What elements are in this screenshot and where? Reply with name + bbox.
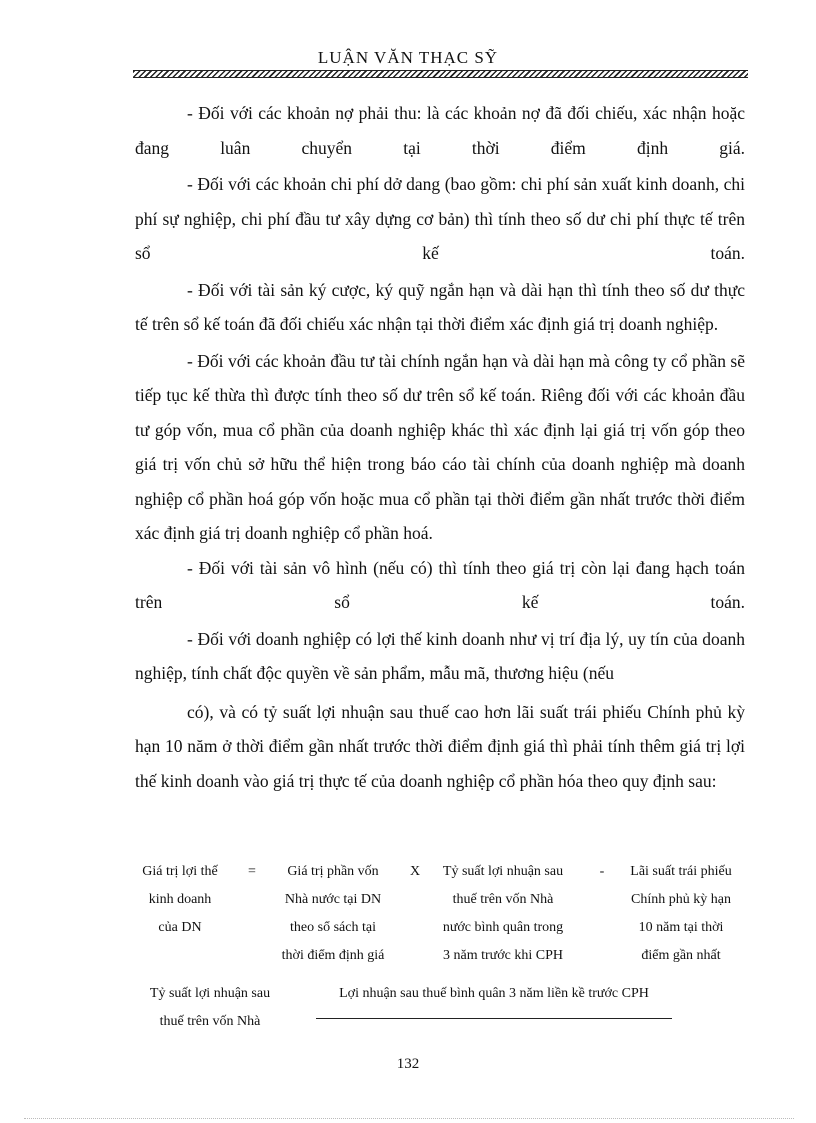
formula-text: kinh doanh xyxy=(148,892,212,907)
paragraph-work-in-progress: - Đối với các khoản chi phí dở dang (bao gồm: chi phí sản xuất kinh doanh, chi phí sự nghiệp, chi phí đầu tư xây dựng cơ bản) thì tính theo số dư chi phí thực tế trên sổ kế toán. xyxy=(135,174,745,263)
paragraph-business-advantage: - Đối với doanh nghiệp có lợi thế kinh doanh như vị trí địa lý, uy tín của doanh nghiệp, tính chất độc quyền về sản phẩm, mẫu mã, thương hiệu (nếu xyxy=(135,628,745,683)
formula-text: 10 năm tại thời xyxy=(638,920,724,935)
formula-text: thuế trên vốn Nhà xyxy=(159,1014,261,1029)
formula-text: theo sổ sách tại xyxy=(290,920,376,935)
formula-text: nước bình quân trong xyxy=(442,920,564,935)
formula-term-bond-rate xyxy=(612,858,750,970)
formula-text: của DN xyxy=(158,920,202,935)
formula-text: Nhà nước tại DN xyxy=(284,892,382,907)
formula-text: thời điểm định giá xyxy=(281,948,385,963)
formula-text: Giá trị lợi thế xyxy=(142,864,218,879)
fraction-line xyxy=(316,1018,672,1019)
formula-minus-sign: - xyxy=(599,864,605,879)
formula-text: Giá trị phần vốn xyxy=(287,864,379,879)
formula-text: Tỷ suất lợi nhuận sau xyxy=(149,986,271,1001)
page-number: 132 xyxy=(396,1056,420,1072)
formula-text: Lãi suất trái phiếu xyxy=(630,864,732,879)
formula-term-profit-rate-label xyxy=(130,980,290,1036)
formula-equals-sign: = xyxy=(248,864,256,879)
formula-text: Chính phủ kỳ hạn xyxy=(631,892,731,907)
page-header-title: LUẬN VĂN THẠC SỸ xyxy=(317,48,499,67)
body-text xyxy=(135,96,745,798)
formula-numerator: Lợi nhuận sau thuế bình quân 3 năm liền kề trước CPH xyxy=(339,986,649,1001)
formula-text: điểm gần nhất xyxy=(641,948,721,963)
formula-term-advantage-value xyxy=(130,858,230,942)
formula-text: 3 năm trước khi CPH xyxy=(443,948,563,963)
formula-text: Tỷ suất lợi nhuận sau xyxy=(442,864,564,879)
paragraph-receivables: - Đối với các khoản nợ phải thu: là các khoản nợ đã đối chiếu, xác nhận hoặc đang luân chuyển tại thời điểm định giá. xyxy=(135,103,745,158)
paragraph-intangible-assets: - Đối với tài sản vô hình (nếu có) thì tính theo giá trị còn lại đang hạch toán trên sổ kế toán. xyxy=(135,557,745,612)
formula-multiply-sign: X xyxy=(409,864,421,879)
formula-text: thuế trên vốn Nhà xyxy=(452,892,554,907)
paragraph-business-advantage-cont: có), và có tỷ suất lợi nhuận sau thuế cao hơn lãi suất trái phiếu Chính phủ kỳ hạn 10 năm ở thời điểm gần nhất trước thời điểm định giá thì phải tính thêm giá trị lợi thế kinh doanh vào giá trị thực tế của doanh nghiệp cổ phần hóa theo quy định sau: xyxy=(135,701,745,791)
formula-term-profit-rate xyxy=(428,858,578,970)
paragraph-financial-investments: - Đối với các khoản đầu tư tài chính ngắn hạn và dài hạn mà công ty cổ phần sẽ tiếp tục kế thừa thì được tính theo số dư trên sổ kế toán. Riêng đối với các khoản đầu tư góp vốn, mua cổ phần của doanh nghiệp khác thì xác định lại giá trị vốn góp theo giá trị vốn chủ sở hữu thể hiện trong báo cáo tài chính của doanh nghiệp mà doanh nghiệp cổ phần hoá góp vốn hoặc mua cổ phần tại thời điểm gần nhất trước thời điểm xác định giá trị doanh nghiệp cổ phần hoá. xyxy=(135,350,745,543)
formula-term-state-capital xyxy=(268,858,398,970)
header-decorative-rule xyxy=(133,70,748,78)
page-bottom-border xyxy=(24,1118,794,1119)
paragraph-deposits: - Đối với tài sản ký cược, ký quỹ ngắn hạn và dài hạn thì tính theo số dư thực tế trên sổ kế toán đã đối chiếu xác nhận tại thời điểm xác định giá trị doanh nghiệp. xyxy=(135,279,745,334)
